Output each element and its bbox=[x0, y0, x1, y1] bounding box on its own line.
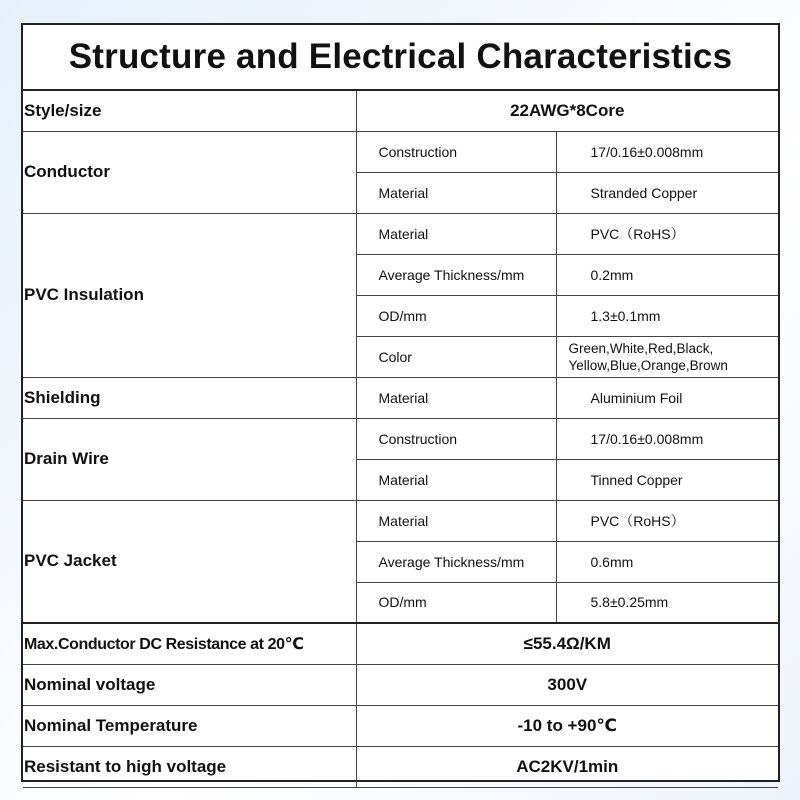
dc-resistance-value: ≤55.4Ω/KM bbox=[356, 623, 778, 664]
shielding-label: Shielding bbox=[23, 377, 356, 418]
jacket-od-value: 5.8±0.25mm bbox=[556, 582, 778, 623]
conductor-material-label: Material bbox=[356, 172, 556, 213]
spec-sheet bbox=[21, 23, 780, 782]
insulation-material-label: Material bbox=[356, 213, 556, 254]
color-line-1: Green,White,Red,Black, bbox=[568, 340, 714, 356]
insulation-thickness-value: 0.2mm bbox=[556, 254, 778, 295]
high-voltage-label: Resistant to high voltage bbox=[23, 746, 356, 787]
row-insulation-material bbox=[23, 213, 778, 254]
row-conductor-construction bbox=[23, 131, 778, 172]
color-line-2: Yellow,Blue,Orange,Brown bbox=[568, 357, 728, 373]
insulation-color-value bbox=[556, 336, 778, 377]
style-size-label: Style/size bbox=[23, 91, 356, 131]
row-drain-construction bbox=[23, 418, 778, 459]
conductor-label: Conductor bbox=[23, 131, 356, 213]
jacket-material-label: Material bbox=[356, 500, 556, 541]
row-nominal-voltage bbox=[23, 664, 778, 705]
insulation-material-value: PVC（RoHS） bbox=[556, 213, 778, 254]
high-voltage-value: AC2KV/1min bbox=[356, 746, 778, 787]
jacket-thickness-label: Average Thickness/mm bbox=[356, 541, 556, 582]
drain-material-value: Tinned Copper bbox=[556, 459, 778, 500]
insulation-color-label: Color bbox=[356, 336, 556, 377]
sheet-title: Structure and Electrical Characteristics bbox=[23, 25, 778, 91]
nominal-temperature-value: -10 to +90℃ bbox=[356, 705, 778, 746]
drain-wire-label: Drain Wire bbox=[23, 418, 356, 500]
drain-construction-label: Construction bbox=[356, 418, 556, 459]
row-style-size bbox=[23, 91, 778, 131]
spec-table bbox=[23, 91, 778, 788]
insulation-thickness-label: Average Thickness/mm bbox=[356, 254, 556, 295]
conductor-material-value: Stranded Copper bbox=[556, 172, 778, 213]
nominal-voltage-label: Nominal voltage bbox=[23, 664, 356, 705]
row-nominal-temperature bbox=[23, 705, 778, 746]
jacket-od-label: OD/mm bbox=[356, 582, 556, 623]
dc-resistance-label: Max.Conductor DC Resistance at 20℃ bbox=[23, 623, 356, 664]
style-size-value: 22AWG*8Core bbox=[356, 91, 778, 131]
jacket-thickness-value: 0.6mm bbox=[556, 541, 778, 582]
conductor-construction-value: 17/0.16±0.008mm bbox=[556, 131, 778, 172]
row-dc-resistance bbox=[23, 623, 778, 664]
insulation-od-label: OD/mm bbox=[356, 295, 556, 336]
row-high-voltage bbox=[23, 746, 778, 787]
row-shielding-material bbox=[23, 377, 778, 418]
insulation-label: PVC Insulation bbox=[23, 213, 356, 377]
shielding-material-label: Material bbox=[356, 377, 556, 418]
nominal-temperature-label: Nominal Temperature bbox=[23, 705, 356, 746]
jacket-label: PVC Jacket bbox=[23, 500, 356, 623]
nominal-voltage-value: 300V bbox=[356, 664, 778, 705]
insulation-od-value: 1.3±0.1mm bbox=[556, 295, 778, 336]
drain-material-label: Material bbox=[356, 459, 556, 500]
shielding-material-value: Aluminium Foil bbox=[556, 377, 778, 418]
jacket-material-value: PVC（RoHS） bbox=[556, 500, 778, 541]
drain-construction-value: 17/0.16±0.008mm bbox=[556, 418, 778, 459]
conductor-construction-label: Construction bbox=[356, 131, 556, 172]
row-jacket-material bbox=[23, 500, 778, 541]
